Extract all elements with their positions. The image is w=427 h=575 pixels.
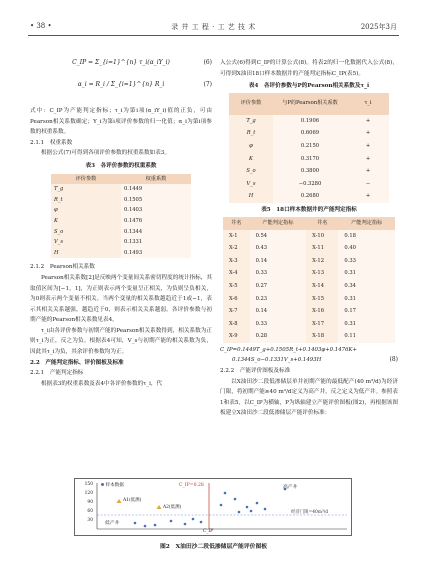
table3-param-cell: H	[51, 248, 121, 259]
table5-row	[223, 293, 395, 306]
table5-row	[223, 280, 395, 293]
table4-param-cell: R_t	[229, 127, 273, 140]
capacity-evaluation-chart	[74, 478, 352, 536]
table5-index-cell: 0.33	[250, 318, 307, 331]
paragraph-cip-intro: 根据表3的权重系数及表4中各评价参数的τ_i，代	[41, 380, 163, 387]
table4-param-cell: H	[229, 190, 273, 203]
chart-legend	[101, 482, 124, 488]
x-axis-label: C_IP	[203, 529, 214, 534]
table5-well-cell: X-13	[306, 267, 338, 280]
legend-label: 样本数据	[105, 483, 124, 488]
table5-index-cell: 0.33	[250, 267, 307, 280]
table4-param-cell: K	[229, 153, 273, 166]
legend-dot-icon	[101, 483, 104, 486]
paragraph-pearson: Pearson相关系数[2]是反映两个变量间关系密切程度的统计指标，其取值区间为[−1，1]，为正则表示两个变量呈正相关，为负则呈负相关，为0则表示两个变量不相关。当两个变量的相关系数越趋近于1或−1，表示其相关关系越强，越趋近于0，则表示相关关系越弱。各评价参数与初期产能的Pearson相关系数见表4。	[30, 274, 212, 324]
table4-row	[229, 153, 389, 166]
paragraph-weights: 根据公式(7)可得到各项评价参数的权重系数如表3。	[41, 150, 170, 157]
table3-row	[51, 237, 191, 248]
table4-row	[229, 127, 389, 140]
table5-index-cell: 0.23	[250, 293, 307, 306]
table4-param-cell: φ	[229, 140, 273, 153]
y-tick: 60	[87, 509, 93, 514]
equation-7-text: α_i = R_i / Σ_{i=1}^{n} R_i	[77, 81, 165, 88]
table3-param-cell: S_o	[51, 227, 121, 238]
table4-sign-cell: +	[347, 153, 389, 166]
table4-coef-cell: 0.3800	[273, 165, 347, 178]
table5-row	[223, 255, 395, 268]
table4-sign-cell: +	[347, 140, 389, 153]
table3-row	[51, 184, 191, 195]
table5-index-cell: 0.54	[250, 230, 307, 243]
heading-2-2-1: 2.2.1 产能判定指标	[30, 370, 84, 377]
heading-2-2-2: 2.2.2 产能评价图板及标准	[220, 368, 291, 375]
table5-well-cell: X-17	[306, 318, 338, 331]
table4-coef-cell: 0.2150	[273, 140, 347, 153]
table5-row	[223, 230, 395, 243]
table5	[223, 217, 395, 343]
table3-param-cell: φ	[51, 205, 121, 216]
table5-index-cell: 0.28	[250, 330, 307, 343]
table4-sign-cell: −	[347, 178, 389, 191]
table3	[51, 174, 191, 259]
table4-param-cell: V_s	[229, 178, 273, 191]
equation-6-text: C_IP = Σ_{i=1}^{n} τ_i(α_iY_i)	[72, 59, 170, 66]
heading-2-1-1: 2.1.1 权重系数	[30, 139, 73, 146]
table3-value-cell: 0.1403	[121, 205, 191, 216]
table5-row	[223, 318, 395, 331]
equation-6-number: (6)	[203, 59, 212, 66]
paragraph-formula8: 入公式(6)得到C_IP的计算公式(8)。将表2的归一化数据代入公式(8)，可得到X油田18口样本数据井的产能判定指标C_IP(表5)。	[220, 60, 398, 77]
table3-param-cell: K	[51, 216, 121, 227]
table5-well-cell: X-5	[223, 280, 250, 293]
table3-value-cell: 0.1476	[121, 216, 191, 227]
table4-row	[229, 190, 389, 203]
table3-value-cell: 0.1331	[121, 237, 191, 248]
table5-index-cell: 0.31	[338, 267, 395, 280]
table5-title: 表5 18口样本数据井的产能判定指标	[261, 206, 357, 213]
equation-8	[220, 345, 398, 366]
journal-name: 录 井 工 程 · 工 艺 技 术	[171, 23, 256, 31]
table5-well-cell: X-12	[306, 255, 338, 268]
table5-well-cell: X-2	[223, 242, 250, 255]
table5-header: 产能判定指标	[250, 217, 307, 230]
y-tick: 30	[87, 518, 93, 523]
table4-coef-cell: 0.3170	[273, 153, 347, 166]
table5-well-cell: X-8	[223, 318, 250, 331]
sample-points	[134, 488, 287, 528]
point-a1-marker	[117, 499, 122, 503]
table3-param-cell: V_s	[51, 237, 121, 248]
table3-value-cell: 0.1493	[121, 248, 191, 259]
table4-title: 表4 各评价参数与P的Pearson相关系数及τ_i	[248, 83, 370, 90]
table3-param-cell: R_t	[51, 195, 121, 206]
table5-row	[223, 305, 395, 318]
table5-header: 井名	[223, 217, 250, 230]
table5-index-cell: 0.34	[338, 280, 395, 293]
issue-date: 2025年3月	[360, 23, 397, 31]
table5-row	[223, 242, 395, 255]
figure-caption: 图2 X油田沙二段低渗储层产能评价图板	[159, 544, 268, 550]
table4-row	[229, 115, 389, 128]
heading-2-2: 2.2 产能判定指标、评价图板及标准	[30, 359, 124, 366]
table3-title: 表3 各评价参数的权重系数	[85, 162, 157, 169]
table5-index-cell: 0.40	[338, 242, 395, 255]
y-tick: 120	[84, 491, 93, 496]
table5-index-cell: 0.27	[250, 280, 307, 293]
heading-2-1-2: 2.1.2 Pearson相关系数	[30, 264, 95, 271]
table5-well-cell: X-14	[306, 280, 338, 293]
equation-7-number: (7)	[203, 81, 212, 88]
paragraph-tau: τ_i由各评价参数与初期产能的Pearson相关系数得到，相关系数为正则τ_i为正，反之为负。根据表4可知，V_s与初期产能的相关系数为负，因此其τ_i为负，其余评价参数均为正。	[30, 327, 212, 356]
equation-7	[30, 80, 212, 106]
high-yield-label: 高产井	[283, 485, 298, 490]
table4-param-cell: T_g	[229, 115, 273, 128]
table5-well-cell: X-7	[223, 305, 250, 318]
table3-header: 权重系数	[121, 174, 191, 185]
table5-row	[223, 267, 395, 280]
table5-well-cell: X-15	[306, 293, 338, 306]
table5-index-cell: 0.31	[338, 318, 395, 331]
table5-index-cell: 0.18	[338, 230, 395, 243]
point-a2-label: A2(低测)	[163, 505, 182, 510]
table4-coef-cell: 0.2680	[273, 190, 347, 203]
point-a1-label: A1(低测)	[123, 498, 142, 503]
table5-well-cell: X-3	[223, 255, 250, 268]
table4-sign-cell: +	[347, 165, 389, 178]
table3-row	[51, 195, 191, 206]
y-tick: 150	[84, 482, 93, 487]
table4-coef-cell: 0.6069	[273, 127, 347, 140]
left-column	[30, 58, 212, 389]
table5-well-cell: X-4	[223, 267, 250, 280]
y-tick: 90	[87, 500, 93, 505]
table3-row	[51, 227, 191, 238]
table4-header: τ_i	[347, 93, 389, 115]
table4-param-cell: S_o	[229, 165, 273, 178]
table4	[229, 93, 389, 203]
page-number: • 38 •	[30, 22, 52, 30]
table5-index-cell: 0.14	[250, 255, 307, 268]
table4-coef-cell: −0.3280	[273, 178, 347, 191]
table5-well-cell: X-9	[223, 330, 250, 343]
table3-value-cell: 0.1344	[121, 227, 191, 238]
table5-well-cell: X-10	[306, 230, 338, 243]
table5-index-cell: 0.31	[338, 293, 395, 306]
table5-well-cell: X-16	[306, 305, 338, 318]
y-axis-ticks	[77, 480, 93, 525]
table5-header: 井名	[306, 217, 338, 230]
table3-value-cell: 0.1505	[121, 195, 191, 206]
table5-well-cell: X-11	[306, 242, 338, 255]
table4-row	[229, 165, 389, 178]
table4-sign-cell: +	[347, 127, 389, 140]
equation-8-number: (8)	[389, 356, 398, 364]
header-rule	[28, 35, 399, 36]
right-column	[220, 58, 398, 419]
equation-8-line1: C_IP=0.1449T_g+0.1505R_t+0.1403φ+0.1476K+	[220, 346, 358, 353]
low-yield-label: 低产井	[105, 521, 120, 526]
table3-param-cell: T_g	[51, 184, 121, 195]
table4-sign-cell: +	[347, 115, 389, 128]
table5-index-cell: 0.33	[338, 255, 395, 268]
table4-header: 与P的Pearson相关系数	[273, 93, 347, 115]
paragraph-chart-standard: 以X油田沙二段低渗储层单井初期产能的最低配产(40 m³/d)为经济门限，将初期产能≥40 m³/d定义为高产井，反之定义为低产井。参照表1和表5，以C_IP为横轴，P为纵轴建立产能评价图板(图2)，再根据该图板建立X油田沙二段低渗储层产能评价标准：	[220, 378, 398, 417]
table3-row	[51, 248, 191, 259]
table5-header: 产能判定指标	[338, 217, 395, 230]
table5-index-cell: 0.14	[250, 305, 307, 318]
table5-index-cell: 0.11	[338, 330, 395, 343]
table4-row	[229, 178, 389, 191]
equation-6	[30, 58, 212, 80]
table3-row	[51, 216, 191, 227]
table4-row	[229, 140, 389, 153]
table5-well-cell: X-6	[223, 293, 250, 306]
economic-threshold-label: 经济门限=40m³/d	[291, 510, 329, 515]
table5-well-cell: X-1	[223, 230, 250, 243]
point-a2-marker	[157, 505, 162, 509]
table4-coef-cell: 0.1906	[273, 115, 347, 128]
table5-index-cell: 0.17	[338, 305, 395, 318]
paragraph-definition: 式中：C_IP为产能判定指标；τ_i为第i项(α_iY_i)值的正负，可由Pearson相关系数确定；Y_i为第i项评价参数的归一化值；α_i为第i项参数的权重系数。	[30, 108, 212, 136]
table4-sign-cell: +	[347, 190, 389, 203]
table3-value-cell: 0.1449	[121, 184, 191, 195]
table4-header: 评价参数	[229, 93, 273, 115]
table5-index-cell: 0.43	[250, 242, 307, 255]
table5-row	[223, 330, 395, 343]
table3-header: 评价参数	[51, 174, 121, 185]
table5-well-cell: X-18	[306, 330, 338, 343]
threshold-label: C_IP=0.28	[179, 483, 204, 488]
equation-8-line2: 0.1344S_o−0.1331V_s+0.1493H	[232, 357, 322, 364]
table3-row	[51, 205, 191, 216]
